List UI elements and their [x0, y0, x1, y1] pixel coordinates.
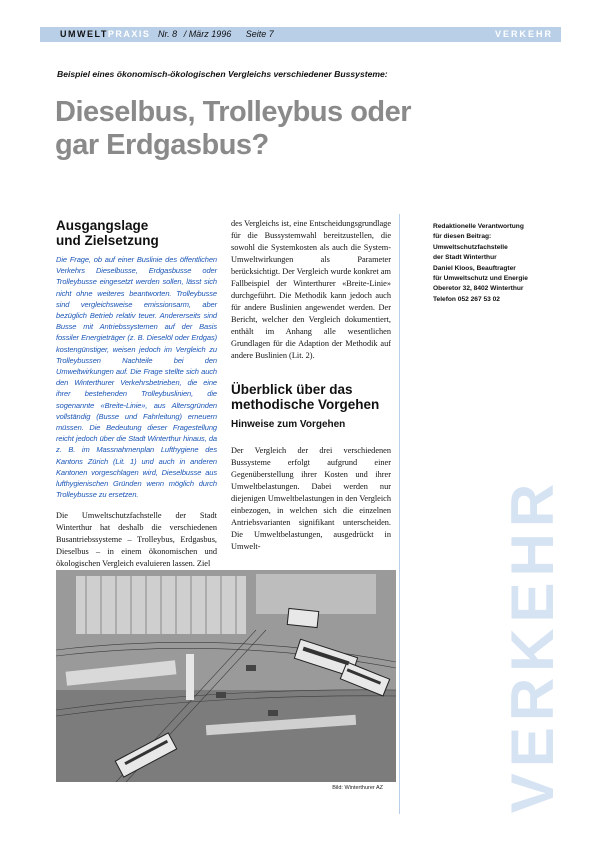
bus-station-photo: [56, 570, 396, 782]
middle-column: [231, 218, 391, 553]
credit-line: Oberetor 32, 8402 Winterthur: [433, 285, 524, 293]
header-bar: [40, 27, 561, 42]
section-heading-ueberblick: [231, 382, 391, 412]
body-paragraph: Die Umweltschutzfachstelle der Stadt Winterthur hat deshalb die verschiedenen Busantriebssysteme – Trolleybus, Erdgasbus, Dieselbus – in einem ökonomischen und ökologischen Vergleich evaluieren lassen. Ziel: [56, 511, 217, 569]
magazine-brand: [60, 27, 150, 42]
title-line-2: gar Erdgasbus?: [55, 129, 269, 161]
kicker: Beispiel eines ökonomisch-ökologischen Vergleichs verschiedener Bussysteme:: [57, 69, 388, 79]
heading-line-1: Überblick über das: [231, 382, 353, 397]
section-heading-ausgangslage: [56, 218, 217, 248]
page-title: [55, 96, 415, 162]
section-tag: VERKEHR: [494, 29, 553, 39]
credit-line: Daniel Kloos, Beauftragter: [433, 264, 516, 272]
left-column: [56, 218, 217, 570]
credit-line: Redaktionelle Verantwortung: [433, 223, 524, 230]
title-line-1: Dieselbus, Trolleybus oder: [55, 96, 412, 128]
credit-line: der Stadt Winterthur: [433, 254, 497, 262]
credit-line: Telefon 052 267 53 02: [433, 295, 500, 303]
heading-line-1: Ausgangslage: [56, 218, 149, 233]
credit-line: für Umweltschutz und Energie: [433, 275, 528, 283]
credit-line: für diesen Beitrag:: [433, 233, 492, 241]
heading-line-2: und Zielsetzung: [56, 233, 159, 248]
photo-caption: Bild: Winterthurer AZ: [332, 785, 383, 791]
brand-praxis: PRAXIS: [107, 29, 151, 39]
issue-date: / März 1996: [183, 29, 232, 39]
vertical-word-text: VERKEHR: [499, 477, 567, 813]
heading-line-2: methodische Vorgehen: [231, 397, 380, 412]
subheading-hinweise: Hinweise zum Vorgehen: [231, 419, 346, 430]
credit-line: Umweltschutzfachstelle: [433, 243, 508, 251]
vertical-section-word: [495, 475, 570, 815]
lead-paragraph: Die Frage, ob auf einer Buslinie des öffentlichen Verkehrs Dieselbusse, Erdgasbusse oder Trolleybusse eingesetzt werden sollen, lässt sich nicht ohne weiteres beantworten. Trolleybusse sind vergleichsweise emissionsarm, aber bezüglich Betrieb relativ teuer. Andererseits sind Busse mit Antriebssystemen auf der Basis fossiler Energieträger (z. B. Dieselöl oder Erdgas) kostengünstiger, weisen jedoch im Vergleich zu Trolleybussen Nachteile bei den Umweltwirkungen auf. Die Frage stellte sich auch den Winterthurer Verkehrsbetrieben, die eine ihrer bestehenden Trolleybuslinien, die sogenannte «Breite-Linie», aus Altersgründen vollständig (Busse und Fahrleitung) erneuern müssen. Die Bedeutung dieser Fragestellung reicht jedoch über die Stadt Winterthur hinaus, da z. B. im Massnahmenplan Lufthygiene des Kantons Zürich (Lit. 1) und auch in anderen Kantonen vorgeschlagen wird, Dieselbusse aus lufthygienischen Gründen wenn möglich durch Trolleybusse zu ersetzen.: [56, 255, 217, 500]
column-divider: [399, 214, 400, 814]
page-number: Seite 7: [245, 29, 274, 39]
body-paragraph: des Vergleichs ist, eine Entscheidungsgrundlage für die Bussystemwahl bereitzustellen, die sowohl die Systemkosten als auch die System-Umweltwirkungen als Parameter berücksichtigt. Der Vergleich wurde konkret am Fallbeispiel der Winterthurer «Breite-Linie» durchgeführt. Die Methodik kann jedoch auch für andere Buslinien angewendet werden. Der Bericht, welcher den Vergleich dokumentiert, enthält im Anhang alle wesentlichen Grundlagen für die Adaption der Methodik auf andere Buslinien (Lit. 2).: [231, 219, 391, 360]
issue-info: [158, 27, 278, 42]
editorial-credits: [433, 222, 558, 305]
issue-number: Nr. 8: [158, 29, 178, 39]
body-paragraph: Der Vergleich der drei verschiedenen Bussysteme erfolgt aufgrund einer Gegenüberstellung ihrer Kosten und ihrer Umweltbelastungen. Dabei werden nur diejenigen Umweltbelastungen in den Vergleich einbezogen, in welchen sich die einzelnen Antriebsvarianten signifikant unterscheiden. Die Umweltbelastungen, ausgedrückt in Umwelt-: [231, 446, 391, 551]
brand-umwelt: UMWELT: [60, 29, 108, 39]
